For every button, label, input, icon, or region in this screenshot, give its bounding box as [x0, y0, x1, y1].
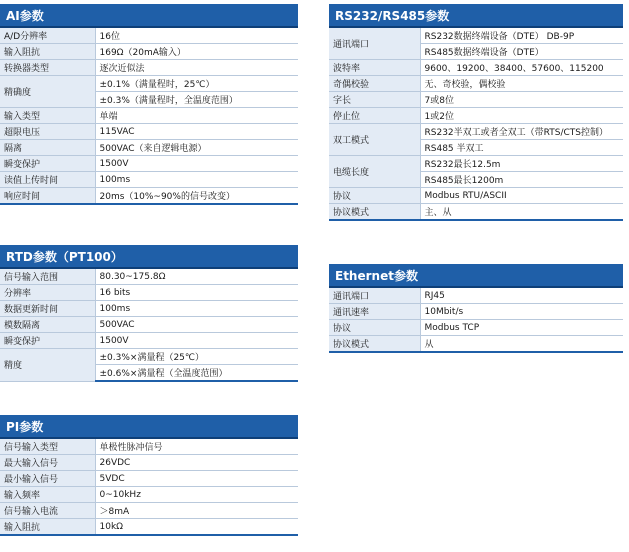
- pi-panel: [0, 415, 298, 536]
- table-row: [329, 336, 623, 353]
- eth-table: [329, 288, 623, 353]
- table-row: [329, 188, 623, 204]
- rtd-panel: [0, 245, 298, 382]
- table-row: [329, 60, 623, 76]
- param-label: 响应时间: [0, 188, 95, 205]
- param-label: 模数隔离: [0, 317, 95, 333]
- param-value: 无、奇校验，偶校验: [420, 76, 623, 92]
- param-value: RS232半双工或者全双工（带RTS/CTS控制）: [420, 124, 623, 140]
- table-row: [329, 28, 623, 44]
- table-row: [0, 140, 298, 156]
- param-label: 字长: [329, 92, 420, 108]
- table-row: [0, 487, 298, 503]
- param-value: RJ45: [420, 288, 623, 304]
- param-value: 从: [420, 336, 623, 353]
- table-row: [0, 44, 298, 60]
- param-value: 逐次近似法: [95, 60, 298, 76]
- table-row: [0, 333, 298, 349]
- param-label: 协议: [329, 188, 420, 204]
- table-row: [0, 28, 298, 44]
- param-value: 0~10kHz: [95, 487, 298, 503]
- table-row: [0, 519, 298, 536]
- param-value: RS485 半双工: [420, 140, 623, 156]
- param-label: 隔离: [0, 140, 95, 156]
- table-row: [0, 124, 298, 140]
- param-value: 16位: [95, 28, 298, 44]
- param-label: 停止位: [329, 108, 420, 124]
- param-value: 100ms: [95, 172, 298, 188]
- param-value: 100ms: [95, 301, 298, 317]
- param-value: RS485数据终端设备（DTE）: [420, 44, 623, 60]
- pi-table: [0, 439, 298, 536]
- table-row: [329, 320, 623, 336]
- param-label: 超限电压: [0, 124, 95, 140]
- table-row: [0, 349, 298, 365]
- table-row: [329, 92, 623, 108]
- table-row: [329, 108, 623, 124]
- param-value: 10Mbit/s: [420, 304, 623, 320]
- table-row: [329, 204, 623, 221]
- param-label: 精度: [0, 349, 95, 382]
- param-value: 1500V: [95, 156, 298, 172]
- table-row: [0, 108, 298, 124]
- param-label: 通讯端口: [329, 28, 420, 60]
- param-value: 7或8位: [420, 92, 623, 108]
- table-row: [0, 471, 298, 487]
- param-value: 16 bits: [95, 285, 298, 301]
- param-value: 单极性脉冲信号: [95, 439, 298, 455]
- param-value: 10kΩ: [95, 519, 298, 536]
- rtd-table: [0, 269, 298, 382]
- table-row: [0, 188, 298, 205]
- param-value: 5VDC: [95, 471, 298, 487]
- param-value: 500VAC: [95, 317, 298, 333]
- eth-panel: [329, 264, 623, 353]
- param-label: 最小输入信号: [0, 471, 95, 487]
- param-value: 80.30~175.8Ω: [95, 269, 298, 285]
- ai-panel: [0, 4, 298, 205]
- param-value: RS232最长12.5m: [420, 156, 623, 172]
- table-row: [329, 76, 623, 92]
- param-label: 输入阻抗: [0, 519, 95, 536]
- eth-title: Ethernet参数: [329, 264, 623, 288]
- table-row: [0, 172, 298, 188]
- param-value: RS232数据终端设备（DTE） DB-9P: [420, 28, 623, 44]
- param-value: 1500V: [95, 333, 298, 349]
- rs-table: [329, 28, 623, 221]
- table-row: [0, 455, 298, 471]
- param-label: 输入频率: [0, 487, 95, 503]
- table-row: [329, 156, 623, 172]
- table-row: [0, 156, 298, 172]
- param-label: 双工模式: [329, 124, 420, 156]
- table-row: [329, 124, 623, 140]
- param-label: 瞬变保护: [0, 156, 95, 172]
- rtd-title: RTD参数（PT100）: [0, 245, 298, 269]
- param-label: 协议模式: [329, 204, 420, 221]
- param-value: Modbus TCP: [420, 320, 623, 336]
- table-row: [0, 269, 298, 285]
- param-label: 分辨率: [0, 285, 95, 301]
- param-value: 26VDC: [95, 455, 298, 471]
- param-label: 瞬变保护: [0, 333, 95, 349]
- param-label: 协议模式: [329, 336, 420, 353]
- param-label: 转换器类型: [0, 60, 95, 76]
- param-label: 通讯端口: [329, 288, 420, 304]
- table-row: [0, 317, 298, 333]
- param-label: 奇偶校验: [329, 76, 420, 92]
- table-row: [329, 288, 623, 304]
- table-row: [329, 304, 623, 320]
- param-value: 单端: [95, 108, 298, 124]
- param-label: 输入阻抗: [0, 44, 95, 60]
- param-value: Modbus RTU/ASCII: [420, 188, 623, 204]
- param-value: 9600、19200、38400、57600、115200: [420, 60, 623, 76]
- param-label: 协议: [329, 320, 420, 336]
- table-row: [0, 76, 298, 92]
- param-label: 精确度: [0, 76, 95, 108]
- param-value: RS485最长1200m: [420, 172, 623, 188]
- param-value: 1或2位: [420, 108, 623, 124]
- param-value: 500VAC（来自逻辑电源）: [95, 140, 298, 156]
- rs-title: RS232/RS485参数: [329, 4, 623, 28]
- param-label: 数据更新时间: [0, 301, 95, 317]
- param-label: 通讯速率: [329, 304, 420, 320]
- param-value: 169Ω（20mA输入）: [95, 44, 298, 60]
- param-value: 主、从: [420, 204, 623, 221]
- table-row: [0, 503, 298, 519]
- table-row: [0, 439, 298, 455]
- param-label: 信号输入电流: [0, 503, 95, 519]
- param-value: 20ms（10%~90%的信号改变）: [95, 188, 298, 205]
- param-value: 115VAC: [95, 124, 298, 140]
- ai-table: [0, 28, 298, 205]
- param-label: 电缆长度: [329, 156, 420, 188]
- param-value: ＞8mA: [95, 503, 298, 519]
- param-label: 波特率: [329, 60, 420, 76]
- param-label: 读值上传时间: [0, 172, 95, 188]
- param-value: ±0.3%×满量程（25℃）: [95, 349, 298, 365]
- table-row: [0, 285, 298, 301]
- param-value: ±0.6%×满量程（全温度范围）: [95, 365, 298, 382]
- param-value: ±0.1%（满量程时，25℃）: [95, 76, 298, 92]
- ai-title: AI参数: [0, 4, 298, 28]
- rs-panel: [329, 4, 623, 221]
- param-label: 信号输入类型: [0, 439, 95, 455]
- pi-title: PI参数: [0, 415, 298, 439]
- param-value: ±0.3%（满量程时，全温度范围）: [95, 92, 298, 108]
- table-row: [0, 301, 298, 317]
- param-label: 输入类型: [0, 108, 95, 124]
- table-row: [0, 60, 298, 76]
- param-label: 信号输入范围: [0, 269, 95, 285]
- param-label: A/D分辨率: [0, 28, 95, 44]
- param-label: 最大输入信号: [0, 455, 95, 471]
